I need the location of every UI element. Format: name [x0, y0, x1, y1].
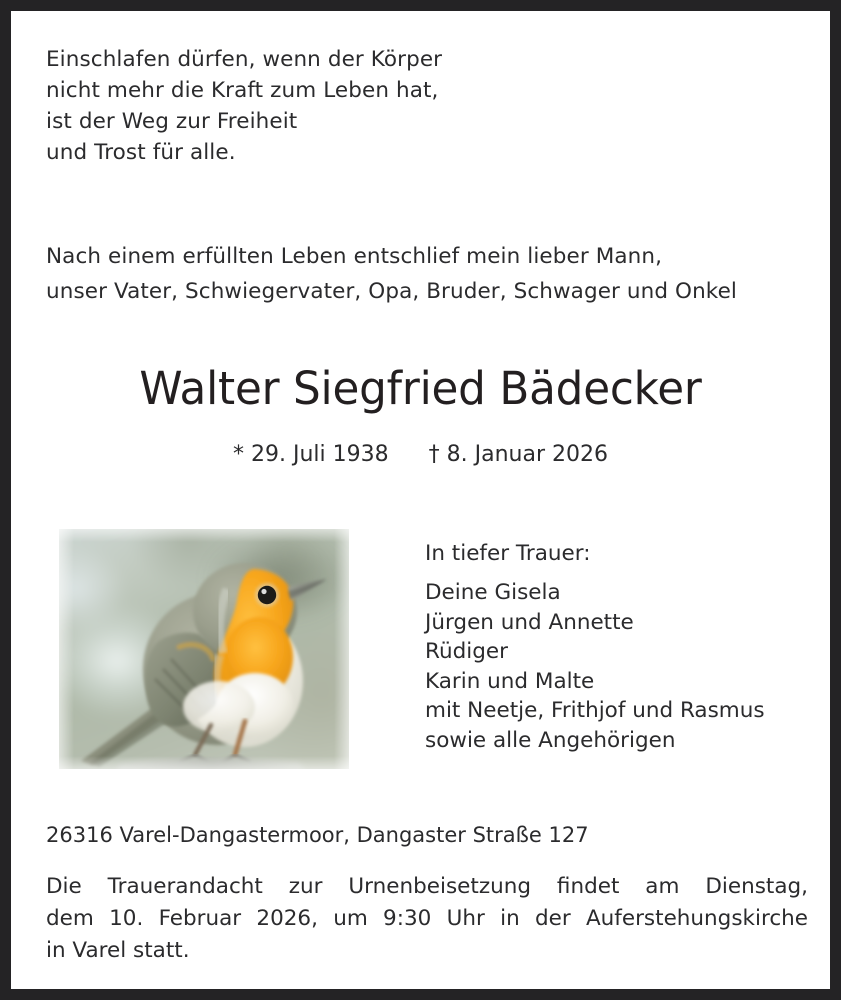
- poem-line: ist der Weg zur Freiheit: [46, 109, 298, 134]
- announcement-line: Nach einem erfüllten Leben entschlief mein lieber Mann,: [46, 244, 663, 269]
- robin-eye: [255, 583, 279, 607]
- life-dates: [11, 440, 830, 470]
- mourner-name: Karin und Malte: [425, 668, 595, 694]
- death-symbol: †: [428, 442, 440, 467]
- service-line: Die Trauerandacht zur Urnenbeisetzung findet am Dienstag,: [46, 874, 808, 899]
- mourner-name: Jürgen und Annette: [425, 609, 634, 635]
- perch-branch: [117, 758, 305, 769]
- poem-line: Einschlafen dürfen, wenn der Körper: [46, 47, 443, 72]
- announcement-text: [46, 239, 806, 309]
- mourner-name: mit Neetje, Frithjof und Rasmus: [425, 698, 765, 723]
- robin-bird-photo: [48, 518, 360, 780]
- robin-illustration: [59, 529, 349, 769]
- robin-beak: [288, 579, 327, 601]
- mourner-name: sowie alle Angehörigen: [425, 727, 676, 753]
- memorial-photo: [48, 518, 360, 780]
- service-line: dem 10. Februar 2026, um 9:30 Uhr in der Auferstehungskirche: [46, 906, 808, 931]
- memorial-poem: [46, 44, 606, 168]
- photo-image-area: [59, 529, 349, 769]
- family-address: 26316 Varel-Dangastermoor, Dangaster Straße 127: [46, 823, 589, 847]
- deceased-name: Walter Siegfried Bädecker: [139, 362, 702, 415]
- announcement-line: unser Vater, Schwiegervater, Opa, Bruder, Schwager und Onkel: [46, 279, 737, 304]
- mourners-list: [425, 578, 820, 755]
- obituary-notice: [11, 11, 830, 989]
- birth-date: 29. Juli 1938: [251, 442, 389, 467]
- birth-symbol: *: [233, 442, 244, 467]
- poem-line: und Trost für alle.: [46, 140, 236, 165]
- mourners-title: In tiefer Trauer:: [425, 541, 591, 566]
- poem-line: nicht mehr die Kraft zum Leben hat,: [46, 78, 439, 103]
- service-details: [46, 871, 808, 967]
- mourner-name: Rüdiger: [425, 639, 508, 664]
- mourner-name: Deine Gisela: [425, 580, 561, 605]
- service-line: in Varel statt.: [46, 938, 190, 963]
- death-date: 8. Januar 2026: [446, 442, 608, 467]
- mourners-block: [425, 539, 820, 755]
